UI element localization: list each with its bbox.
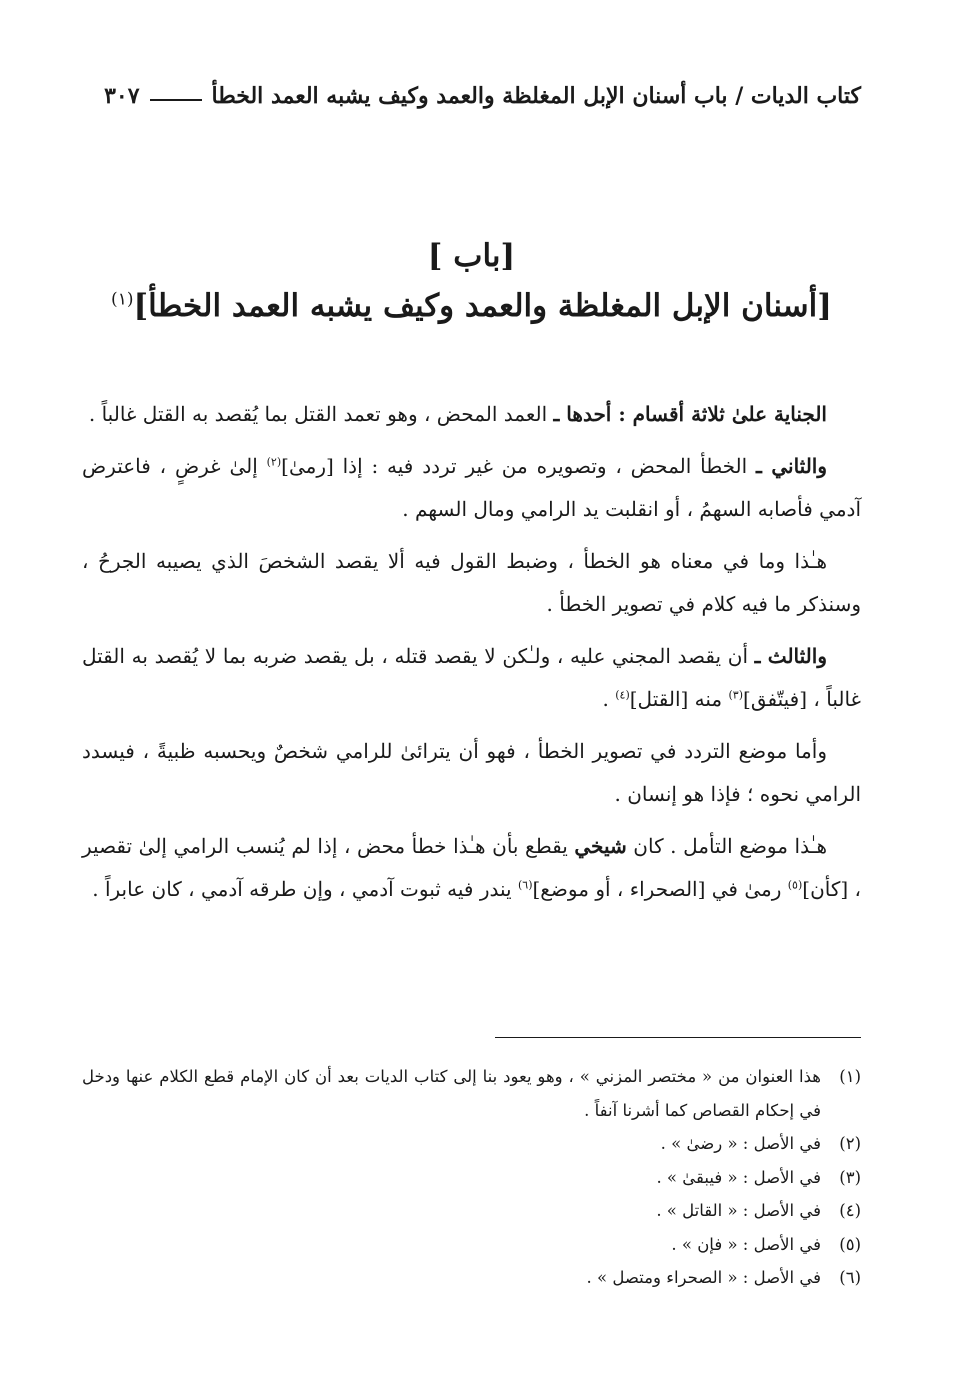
running-head-title: كتاب الديات / باب أسنان الإبل المغلظة والعمد وكيف يشبه العمد الخطأ (211, 83, 861, 109)
running-head (82, 76, 861, 116)
paragraph-4-text-c: . (602, 687, 616, 711)
footnote-3 (82, 1161, 861, 1195)
footnote-1 (82, 1060, 861, 1127)
paragraph-3-text: هـٰذا وما في معناه هو الخطأ ، وضبط القول فيه ألا يقصد الشخصَ الذي يصيبه الجرحُ ، وسنذكر ما فيه كلام في تصوير الخطأ . (82, 548, 861, 616)
footnote-text: في الأصل : « فيبقىٰ » . (656, 1167, 821, 1187)
paragraph-2-text-a: الخطأ المحض ، وتصويره من غير تردد فيه : إذا [رمىٰ] (281, 453, 757, 478)
footnote-ref-1: (١) (111, 289, 134, 310)
footnote-text: في الأصل : « الصحراء ومتصل » . (586, 1268, 821, 1287)
paragraph-4-text-a: أن يقصد المجني عليه ، ولـٰكن لا يقصد قتله ، بل يقصد ضربه بما لا يُقصد به القتل غالباً ، [فيتّفق] (82, 643, 861, 711)
paragraph-6-text-d: يندر فيه ثبوت آدمي ، وإن طرقه آدمي ، كان عابراً . (92, 877, 518, 901)
footnote-ref-5: (٥) (787, 878, 803, 892)
paragraph-1-text: العمد المحض ، وهو تعمد القتل بما يُقصد به القتل غالباً . (88, 402, 554, 426)
paragraph-2-text-b: إلىٰ غرضٍ ، فاعترض آدمي فأصابه السهمُ ، أو انقلبت يد الرامي ومال السهم . (82, 453, 861, 521)
footnote-number: (٤) (839, 1201, 861, 1220)
chapter-heading (82, 232, 861, 332)
chapter-title (82, 280, 861, 332)
paragraph-2 (82, 445, 861, 532)
running-head-dash (150, 99, 202, 101)
paragraph-5 (82, 730, 861, 817)
paragraph-4-text-b: منه [القتل] (629, 687, 729, 711)
footnote-5 (82, 1228, 861, 1262)
footnote-text: في الأصل : « القاتل » . (656, 1201, 821, 1220)
footnote-number: (٣) (839, 1167, 861, 1187)
paragraph-4 (82, 635, 861, 722)
footnote-4 (82, 1194, 861, 1228)
footnote-6 (82, 1261, 861, 1295)
footnote-number: (٦) (839, 1268, 861, 1287)
paragraph-5-text: وأما موضع التردد في تصوير الخطأ ، فهو أن يترائىٰ للرامي شخصٌ ويحسبه ظبيةً ، فيسدد الرامي نحوه ؛ فإذا هو إنسان . (82, 738, 861, 806)
footnote-number: (١) (839, 1067, 861, 1086)
paragraph-2-lead: والثاني ـ (756, 453, 828, 478)
footnote-separator (495, 1037, 861, 1038)
paragraph-6-text-c: رمىٰ في [الصحراء ، أو موضع] (532, 877, 788, 901)
page-number: ٣٠٧ (104, 83, 140, 109)
footnote-text: في الأصل : « رضىٰ » . (660, 1134, 821, 1153)
paragraph-1 (82, 393, 861, 437)
paragraph-6 (82, 825, 861, 912)
footnotes (82, 1060, 861, 1295)
main-text (82, 393, 861, 920)
paragraph-1-lead: الجناية علىٰ ثلاثة أقسام : أحدها ـ (553, 402, 827, 426)
footnote-ref-2: (٢) (266, 454, 282, 468)
chapter-label: [باب ] (427, 238, 516, 274)
paragraph-3 (82, 540, 861, 627)
footnote-ref-4: (٤) (615, 688, 630, 702)
footnote-ref-3: (٣) (728, 688, 744, 702)
footnote-number: (٢) (839, 1134, 861, 1153)
footnote-text: في الأصل : « فإن » . (671, 1234, 821, 1254)
paragraph-6-text-b: يقطع بأن هـٰذا خطأ محض ، إذا لم يُنسب الرامي إلىٰ تقصير ، [كأن] (82, 833, 861, 901)
paragraph-6-lead: شيخي (574, 833, 627, 858)
paragraph-6-text-a: هـٰذا موضع التأمل . كان (626, 833, 828, 858)
footnote-text: هذا العنوان من « مختصر المزني » ، وهو يعود بنا إلى كتاب الديات بعد أن كان الإمام قطع الكلام عنها ودخل في إحكام القصاص كما أشرنا آنفاً . (82, 1067, 821, 1120)
footnote-number: (٥) (839, 1234, 861, 1254)
footnote-2 (82, 1127, 861, 1161)
footnote-ref-6: (٦) (517, 878, 533, 892)
chapter-title-text: [أسنان الإبل المغلظة والعمد وكيف يشبه العمد الخطأ] (133, 288, 832, 324)
paragraph-4-lead: والثالث ـ (754, 643, 827, 668)
